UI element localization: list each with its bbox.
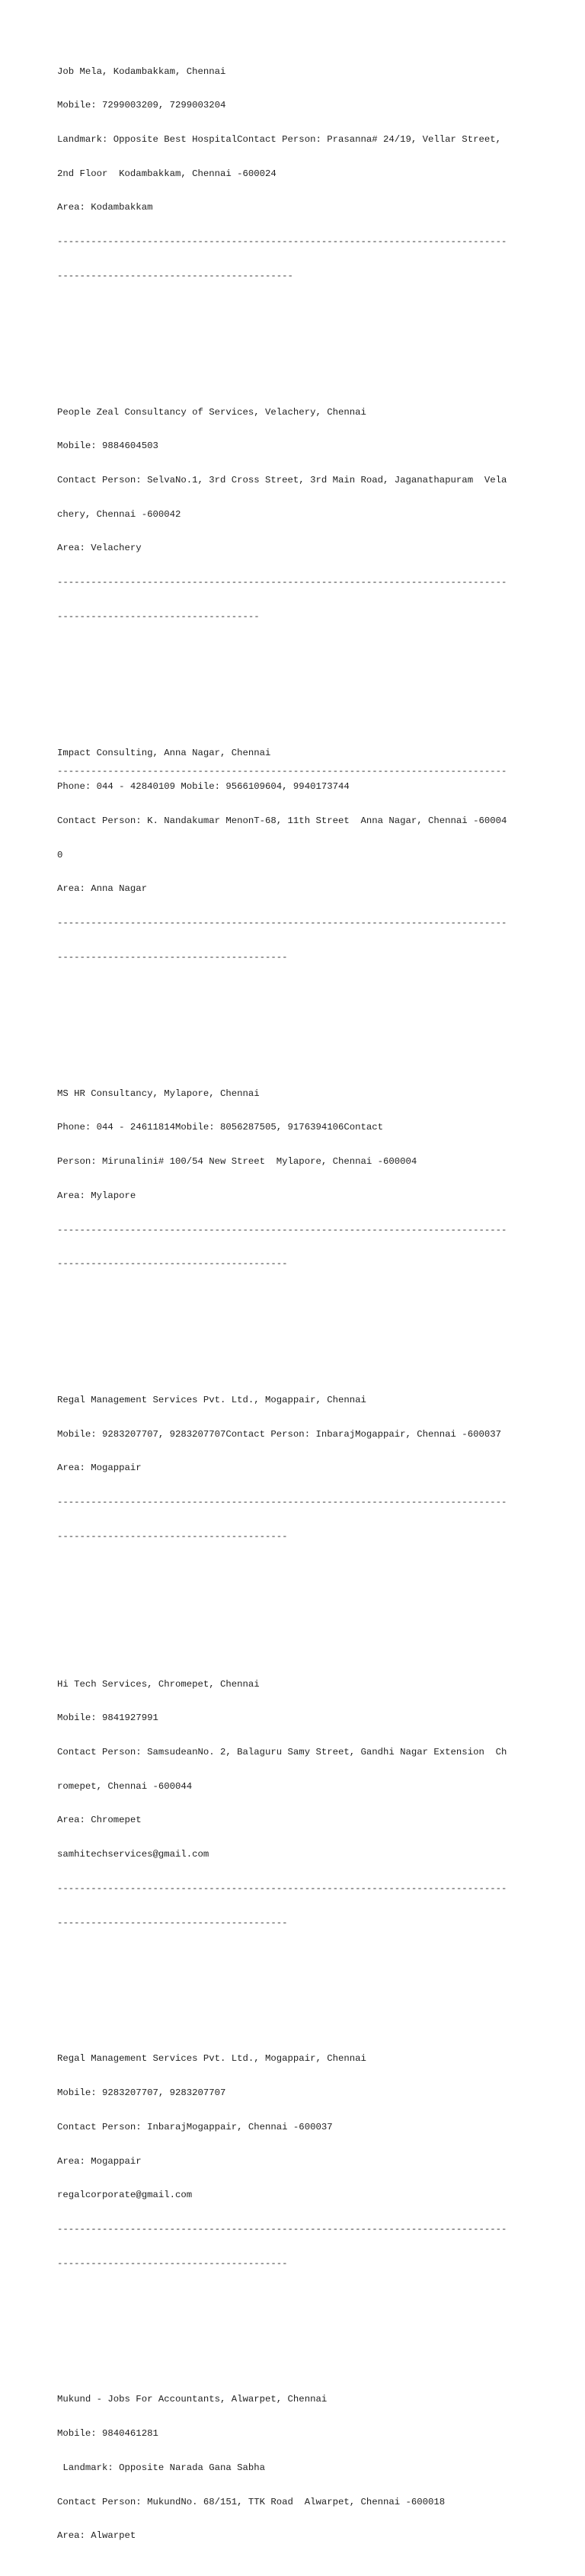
listing-mobile: Mobile: 9283207707, 9283207707 [57,2087,226,2099]
listing-title: Impact Consulting, Anna Nagar, Chennai [57,747,271,758]
listing-contact: Contact Person: InbarajMogappair, Chennai -600037 [57,2121,333,2132]
listing-email: regalcorporate@gmail.com [57,2190,193,2201]
listing-area: Area: Mogappair [57,2155,142,2167]
separator-line: -------------------------------------------------------------------------------- [57,577,507,588]
listing-contact: Contact Person: SelvaNo.1, 3rd Cross Street, 3rd Main Road, Jaganathapuram Vela [57,475,507,485]
listing-entry [57,1065,514,1293]
separator-line: ----------------------------------------- [57,2257,288,2269]
listing-phone: Phone: 044 - 24611814Mobile: 8056287505, 9176394106Contact [57,1122,384,1133]
listing-area: Area: Kodambakkam [57,202,153,213]
listing-area: Area: Chromepet [57,1815,142,1826]
separator-line: ------------------------------------ [57,610,260,622]
separator-line: -------------------------------------------------------------------------------- [57,918,507,929]
listing-area: Area: Mogappair [57,1463,142,1474]
separator-line: ----------------------------------------- [57,1258,288,1270]
document-page [57,9,514,2576]
spacer [57,1315,514,1327]
listing-mobile: Mobile: 9884604503 [57,441,158,452]
listing-entry [57,2372,514,2565]
listing-address: 2nd Floor Kodambakkam, Chennai -600024 [57,168,277,179]
listing-entry [57,1372,514,1565]
listing-area: Area: Mylapore [57,1190,136,1201]
listing-area: Area: Velachery [57,543,142,554]
spacer [57,2315,514,2326]
listing-entry [57,725,514,986]
separator-line: -------------------------------------------------------------------------------- [57,766,507,777]
listing-area: Area: Anna Nagar [57,883,148,895]
listing-landmark: Landmark: Opposite Narada Gana Sabha [57,2462,266,2473]
listing-contact: Contact Person: MukundNo. 68/151, TTK Road Alwarpet, Chennai -600018 [57,2496,446,2507]
listing-title: People Zeal Consultancy of Services, Velachery, Chennai [57,406,366,418]
listing-mobile: Mobile: 9283207707, 9283207707Contact Person: InbarajMogappair, Chennai -600037 [57,1428,501,1440]
listing-email: samhitechservices@gmail.com [57,1849,209,1860]
spacer [57,327,514,338]
spacer [57,1974,514,1985]
listing-title: MS HR Consultancy, Mylapore, Chennai [57,1088,260,1099]
listing-address: romepet, Chennai -600044 [57,1780,193,1792]
listing-title: Regal Management Services Pvt. Ltd., Mogappair, Chennai [57,2053,366,2065]
listing-address: chery, Chennai -600042 [57,508,181,520]
listing-address: 0 [57,849,63,860]
separator-line: ----------------------------------------- [57,951,288,963]
spacer [57,668,514,679]
listing-mobile: Mobile: 7299003209, 7299003204 [57,100,226,111]
separator-line: -------------------------------------------------------------------------------- [57,1224,507,1235]
listing-entry [57,2031,514,2292]
separator-line: -------------------------------------------------------------------------------- [57,236,507,248]
listing-area: Area: Alwarpet [57,2530,136,2542]
spacer [57,1588,514,1610]
listing-entry [57,1656,514,1951]
listing-entry [57,43,514,305]
listing-contact: Contact Person: SamsudeanNo. 2, Balaguru Samy Street, Gandhi Nagar Extension Ch [57,1747,507,1758]
listing-entry [57,384,514,646]
separator-line: -------------------------------------------------------------------------------- [57,2223,507,2235]
separator-line: -------------------------------------------------------------------------------- [57,1497,507,1508]
listing-title: Job Mela, Kodambakkam, Chennai [57,66,226,77]
separator-line: ----------------------------------------- [57,1530,288,1542]
listing-contact: Contact Person: K. Nandakumar MenonT-68, 11th Street Anna Nagar, Chennai -60004 [57,815,507,827]
separator-line: -------------------------------------------------------------------------------- [57,1882,507,1894]
listing-title: Mukund - Jobs For Accountants, Alwarpet, Chennai [57,2394,328,2405]
listing-contact: Person: Mirunalini# 100/54 New Street Mylapore, Chennai -600004 [57,1156,417,1168]
listing-landmark: Landmark: Opposite Best HospitalContact Person: Prasanna# 24/19, Vellar Street, [57,133,501,145]
listing-phone: Phone: 044 - 42840109 Mobile: 9566109604, 9940173744 [57,781,350,793]
listing-title: Hi Tech Services, Chromepet, Chennai [57,1678,260,1690]
separator-line: ------------------------------------------ [57,270,293,281]
separator-line: ----------------------------------------- [57,1917,288,1928]
listing-mobile: Mobile: 9841927991 [57,1713,158,1724]
listing-mobile: Mobile: 9840461281 [57,2428,158,2440]
spacer [57,1008,514,1020]
listing-title: Regal Management Services Pvt. Ltd., Mogappair, Chennai [57,1395,366,1406]
